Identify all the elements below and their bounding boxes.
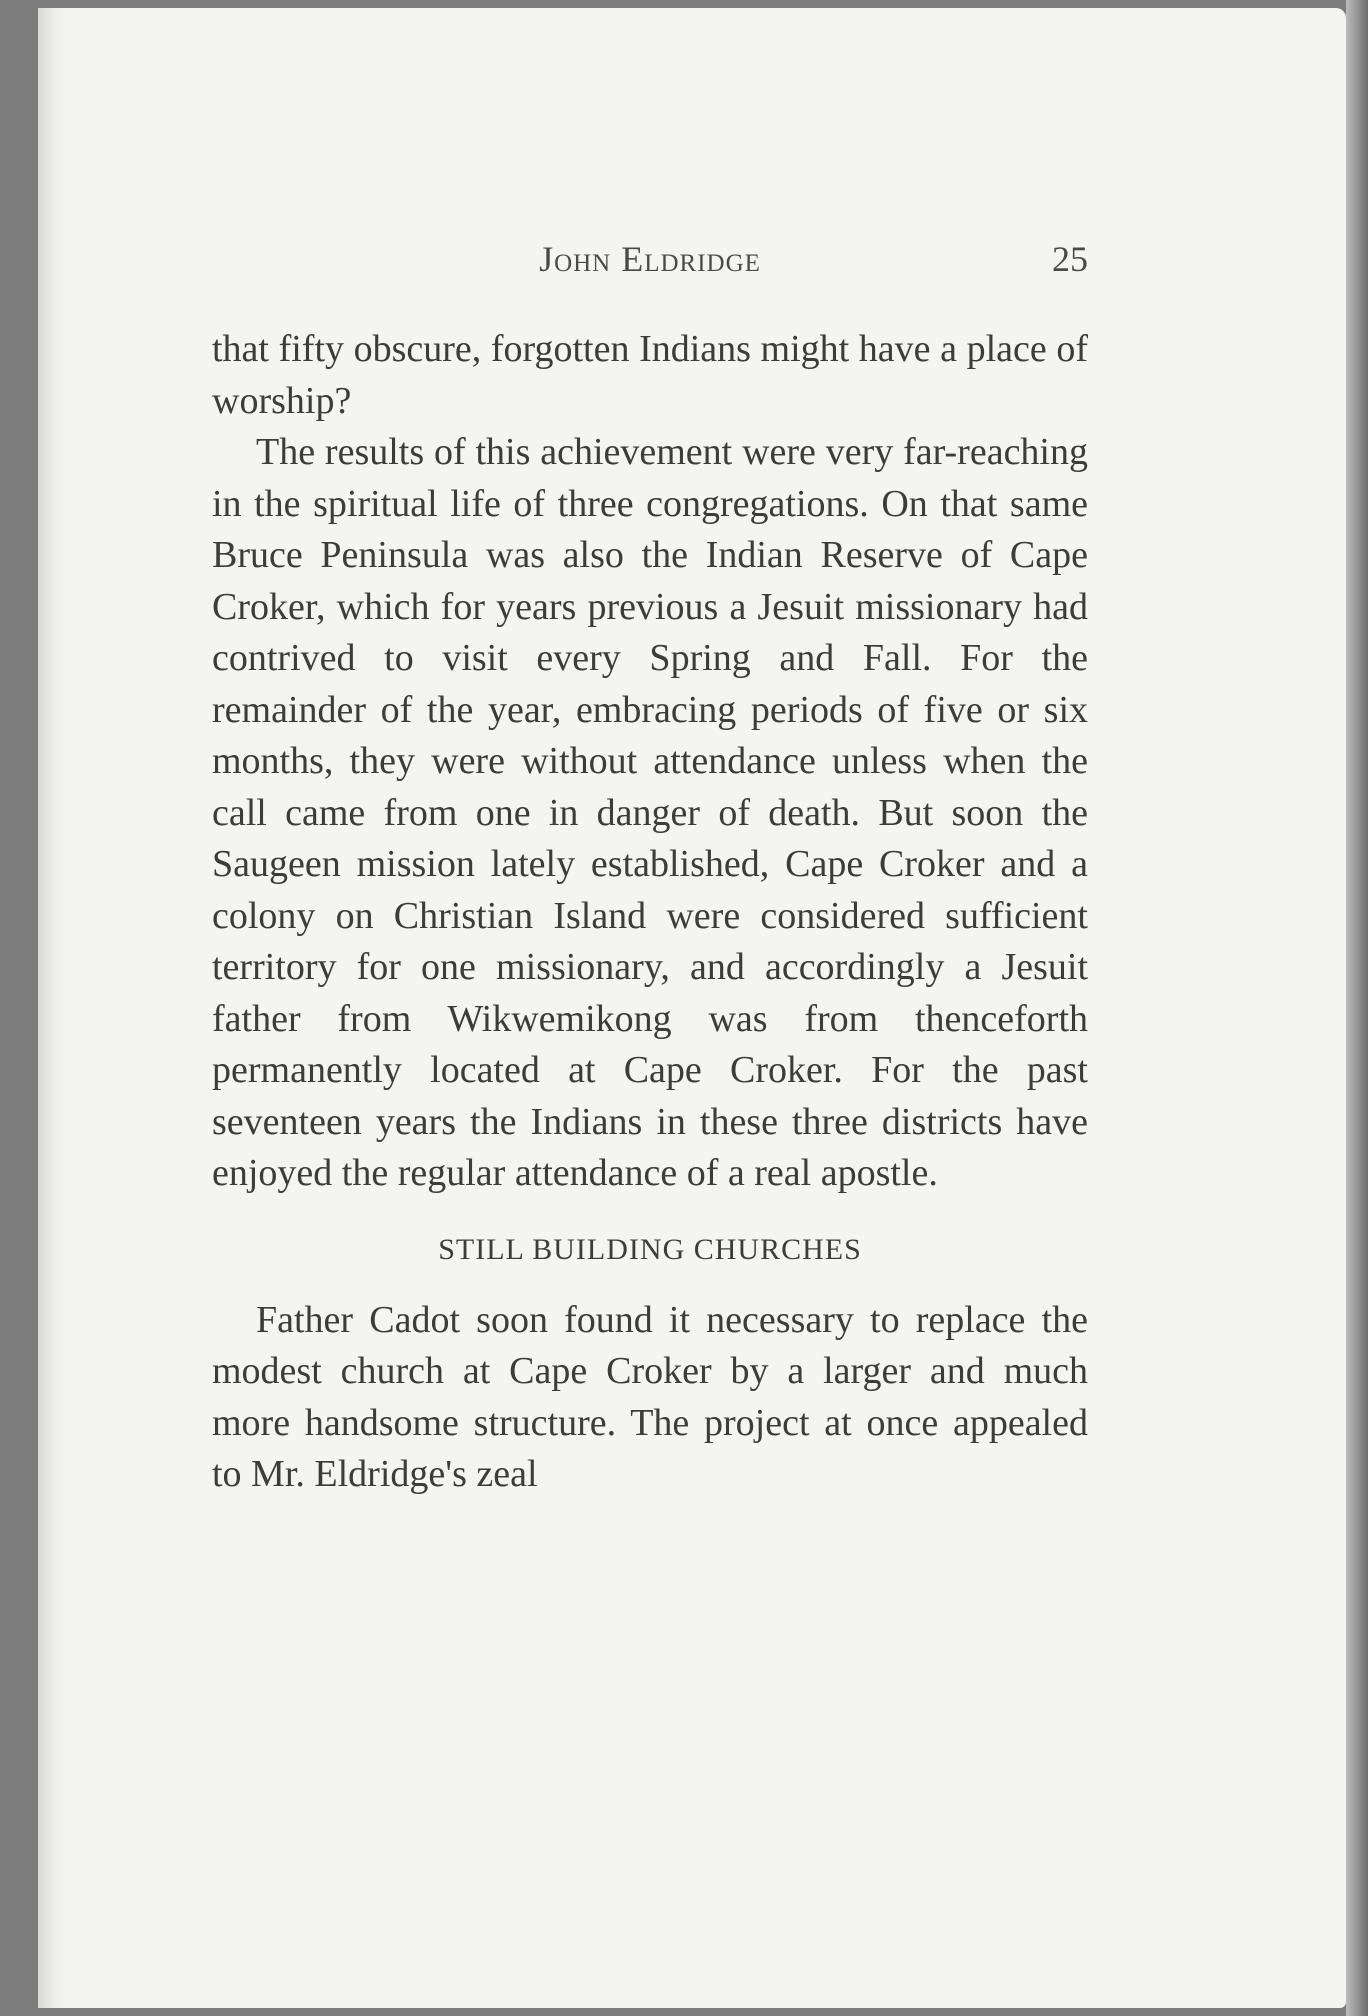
paragraph-continued: that fifty obscure, forgotten Indians might have a place of worship?	[212, 328, 1088, 422]
paragraph-results: The results of this achievement were very far-reaching in the spiritual life of three congregations. On that same Bruce Peninsula was also the Indian Reserve of Cape Croker, which for years previous a Jesuit missionary had contrived to visit every Spring and Fall. For the remainder of the year, embracing periods of five or six months, they were without attendance unless when the call came from one in danger of death. But soon the Saugeen mission lately established, Cape Croker and a colony on Christian Island were considered sufficient territory for one missionary, and accordingly a Jesuit father from Wikwemikong was from thenceforth permanently located at Cape Croker. For the past seventeen years the Indians in these three districts have enjoyed the regular attendance of a real apostle.	[212, 431, 1088, 1194]
page-edge-shadow	[1346, 0, 1368, 2016]
body-text	[212, 324, 1088, 1501]
running-title: John Eldridge	[539, 239, 761, 279]
page-binding-gutter	[38, 8, 64, 2008]
page-header	[212, 238, 1088, 288]
paragraph-father-cadot: Father Cadot soon found it necessary to replace the modest church at Cape Croker by a larger and much more handsome structure. The project at once appealed to Mr. Eldridge's zeal	[212, 1298, 1088, 1495]
section-heading: STILL BUILDING CHURCHES	[438, 1232, 862, 1266]
page-number: 25	[1052, 239, 1088, 279]
